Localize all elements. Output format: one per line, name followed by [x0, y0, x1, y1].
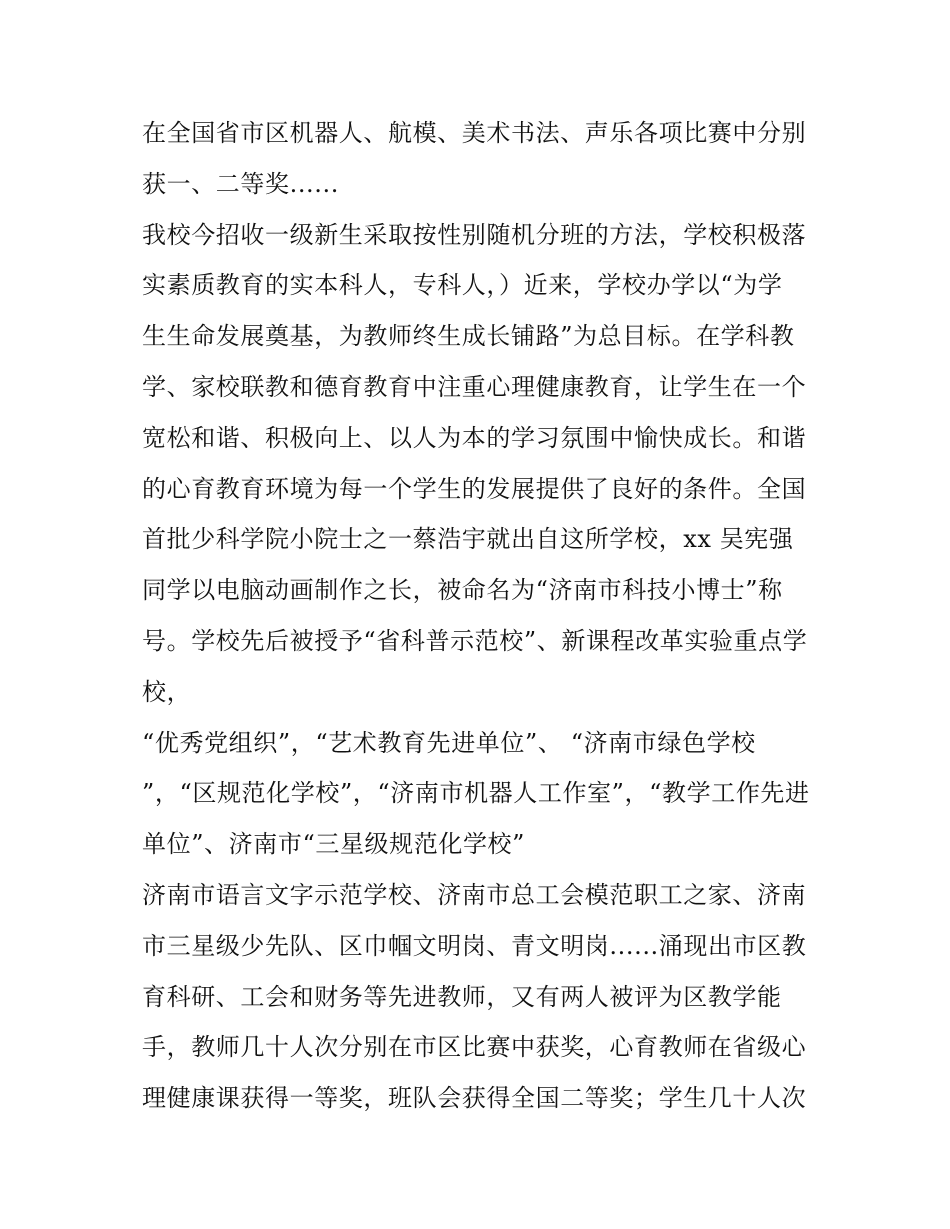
text-line: ”，“区规范化学校”，“济南市机器人工作室”，“教学工作先进: [142, 779, 810, 808]
body-text: [142, 108, 822, 1124]
text-line: 济南市语言文字示范学校、济南市总工会模范职工之家、济南: [142, 880, 807, 909]
text-line: 获一、二等奖......: [142, 169, 339, 198]
text-line: 单位”、济南市“三星级规范化学校”: [142, 830, 526, 859]
text-line: 实素质教育的实本科人，专科人，）近来，学校办学以“为学: [142, 271, 783, 300]
text-line: 我校今招收一级新生采取按性别随机分班的方法，学校积极落: [142, 220, 807, 249]
text-line: 首批少科学院小院士之一蔡浩宇就出自这所学校，xx 吴宪强: [142, 525, 794, 554]
text-line: 的心育教育环境为每一个学生的发展提供了良好的条件。全国: [142, 474, 807, 503]
text-line: “优秀党组织”，“艺术教育先进单位”、 “济南市绿色学校: [142, 728, 756, 757]
text-line: 号。学校先后被授予“省科普示范校”、新课程改革实验重点学: [142, 626, 808, 655]
text-line: 校，: [142, 677, 192, 706]
text-line: 育科研、工会和财务等先进教师，又有两人被评为区教学能: [142, 982, 782, 1011]
text-line: 宽松和谐、积极向上、以人为本的学习氛围中愉快成长。和谐: [142, 423, 807, 452]
text-line: 学、家校联教和德育教育中注重心理健康教育，让学生在一个: [142, 372, 807, 401]
text-line: 在全国省市区机器人、航模、美术书法、声乐各项比赛中分别: [142, 119, 807, 147]
text-line: 手，教师几十人次分别在市区比赛中获奖，心育教师在省级心: [142, 1033, 807, 1062]
text-line: 生生命发展奠基，为教师终生成长铺路”为总目标。在学科教: [142, 322, 795, 351]
text-line: 同学以电脑动画制作之长，被命名为“济南市科技小博士”称: [142, 576, 783, 605]
text-line: 理健康课获得一等奖，班队会获得全国二等奖；学生几十人次: [142, 1084, 807, 1113]
text-line: 市三星级少先队、区巾帼文明岗、青文明岗......涌现出市区教: [142, 931, 807, 960]
